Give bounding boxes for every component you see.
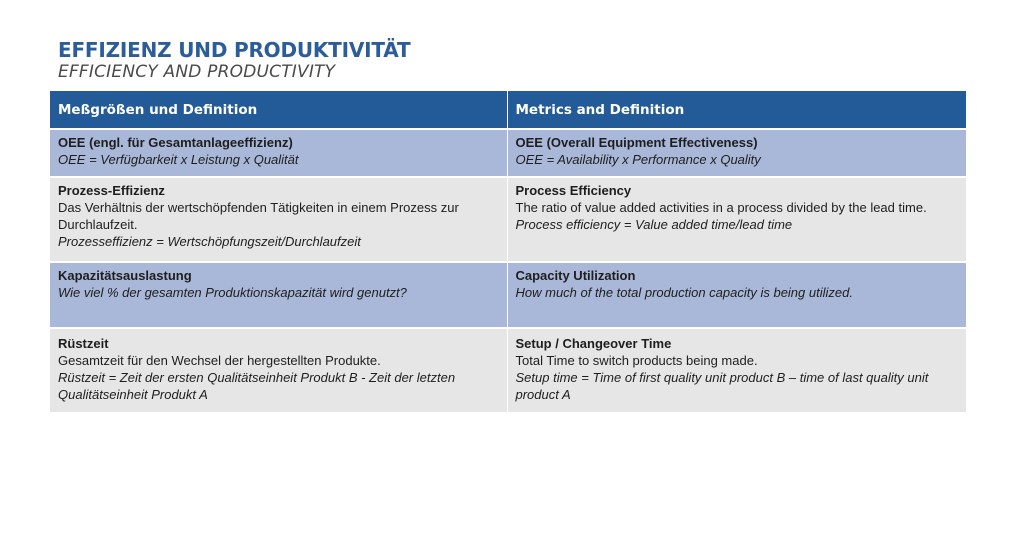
cell-english: [507, 129, 966, 177]
cell-english: [507, 177, 966, 262]
metric-term: OEE (Overall Equipment Effectiveness): [515, 135, 758, 150]
cell-german: [50, 177, 507, 262]
title-block: [58, 38, 958, 82]
metric-formula: Wie viel % der gesamten Produktionskapazität wird genutzt?: [58, 285, 407, 300]
metrics-table: [50, 91, 966, 412]
metric-formula: OEE = Verfügbarkeit x Leistung x Qualität: [58, 152, 299, 167]
metric-formula: OEE = Availability x Performance x Quality: [515, 152, 761, 167]
metric-formula: Prozesseffizienz = Wertschöpfungszeit/Durchlaufzeit: [58, 234, 361, 249]
metric-definition: Das Verhältnis der wertschöpfenden Tätigkeiten in einem Prozess zur Durchlaufzeit.: [58, 200, 459, 232]
metric-definition: Gesamtzeit für den Wechsel der hergestellten Produkte.: [58, 353, 381, 368]
table-row-setup-time: [50, 328, 966, 412]
header-english: Metrics and Definition: [507, 91, 966, 129]
metric-formula: Process efficiency = Value added time/lead time: [515, 217, 793, 232]
cell-english: [507, 262, 966, 328]
metric-term: Rüstzeit: [58, 336, 109, 351]
metric-formula: How much of the total production capacity is being utilized.: [515, 285, 853, 300]
metric-definition: Total Time to switch products being made.: [515, 353, 758, 368]
cell-english: [507, 328, 966, 412]
metric-term: Process Efficiency: [515, 183, 632, 198]
metric-formula: Rüstzeit = Zeit der ersten Qualitätseinheit Produkt B - Zeit der letzten Qualitätseinheit Produkt A: [58, 370, 456, 402]
metric-term: Capacity Utilization: [515, 268, 636, 283]
metric-term: OEE (engl. für Gesamtanlageeffizienz): [58, 135, 293, 150]
metric-term: Setup / Changeover Time: [515, 336, 672, 351]
page-title: EFFIZIENZ UND PRODUKTIVITÄT: [58, 38, 411, 62]
table-row-process-efficiency: [50, 177, 966, 262]
cell-german: [50, 328, 507, 412]
metric-definition: The ratio of value added activities in a process divided by the lead time.: [515, 200, 927, 215]
metric-term: Prozess-Effizienz: [58, 183, 165, 198]
metric-term: Kapazitätsauslastung: [58, 268, 192, 283]
metric-formula: Setup time = Time of first quality unit product B – time of last quality unit product A: [515, 370, 929, 402]
table-row-capacity-utilization: [50, 262, 966, 328]
header-german: Meßgrößen und Definition: [50, 91, 507, 129]
cell-german: [50, 262, 507, 328]
cell-german: [50, 129, 507, 177]
table-header-row: [50, 91, 966, 129]
table-row-oee: [50, 129, 966, 177]
page-subtitle: EFFICIENCY AND PRODUCTIVITY: [58, 62, 336, 82]
